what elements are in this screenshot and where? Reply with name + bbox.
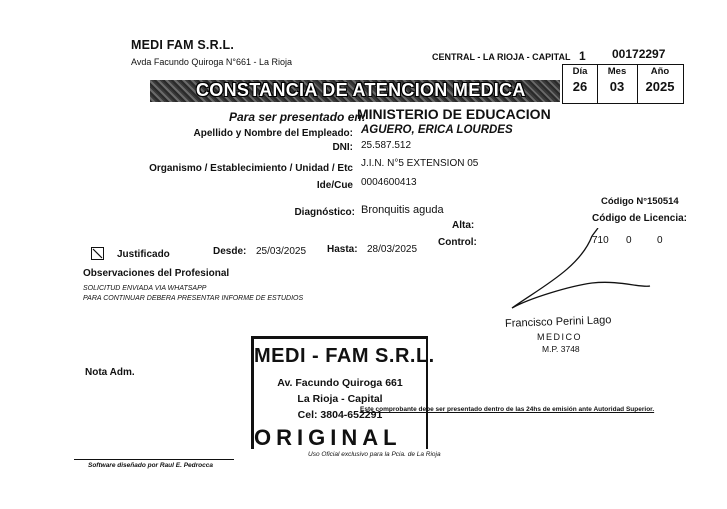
dni-label: DNI: bbox=[332, 142, 353, 153]
idecue-value: 0004600413 bbox=[361, 177, 417, 188]
idecue-label: Ide/Cue bbox=[316, 180, 353, 191]
from-date: 25/03/2025 bbox=[256, 246, 307, 257]
copy-number: 1 bbox=[579, 49, 586, 63]
day-value: 26 bbox=[572, 79, 588, 94]
presented-to-label: Para ser presentado en: bbox=[229, 110, 366, 124]
company-address: Avda Facundo Quiroga N°661 - La Rioja bbox=[131, 57, 293, 67]
doctor-license: M.P. 3748 bbox=[542, 344, 580, 354]
license-code-3: 0 bbox=[657, 235, 663, 246]
observations-label: Observaciones del Profesional bbox=[83, 268, 230, 279]
date-year-cell bbox=[637, 65, 683, 103]
control-label: Control: bbox=[438, 237, 477, 248]
stamp-city: La Rioja - Capital bbox=[297, 393, 383, 405]
software-credit: Software diseñado por Raul E. Pedrocca bbox=[88, 462, 213, 469]
footer-notice: Este comprobante debe ser presentado dentro de las 24hs de emisión ante Autoridad Superior. bbox=[360, 406, 655, 413]
justified-label: Justificado bbox=[117, 249, 170, 260]
employee-value: AGUERO, ERICA LOURDES bbox=[361, 124, 513, 136]
date-month-cell bbox=[597, 65, 638, 103]
company-stamp bbox=[251, 336, 435, 450]
license-code-1: 710 bbox=[592, 235, 609, 246]
code-number: Código N°150514 bbox=[601, 196, 679, 207]
day-label: Día bbox=[572, 66, 588, 77]
diagnosis-value: Bronquitis aguda bbox=[361, 204, 444, 216]
date-box bbox=[562, 64, 684, 104]
alta-label: Alta: bbox=[452, 220, 475, 231]
employee-label: Apellido y Nombre del Empleado: bbox=[193, 128, 353, 139]
year-label: Año bbox=[650, 66, 670, 77]
year-value: 2025 bbox=[645, 79, 675, 94]
observations-line-2: PARA CONTINUAR DEBERA PRESENTAR INFORME DE ESTUDIOS bbox=[83, 295, 304, 302]
stamp-phone: Cel: 3804-652291 bbox=[297, 409, 383, 421]
organism-value: J.I.N. N°5 EXTENSION 05 bbox=[361, 158, 479, 169]
license-code-2: 0 bbox=[626, 235, 632, 246]
doctor-name: Francisco Perini Lago bbox=[504, 314, 612, 330]
document-title: CONSTANCIA DE ATENCION MEDICA bbox=[196, 80, 526, 100]
doctor-title: MEDICO bbox=[537, 332, 582, 342]
official-use: Uso Oficial exclusivo para la Pcia. de La Rioja bbox=[308, 451, 441, 458]
month-value: 03 bbox=[609, 79, 625, 94]
check-mark-icon bbox=[92, 248, 103, 259]
month-label: Mes bbox=[607, 66, 627, 77]
presented-to-value: MINISTERIO DE EDUCACION bbox=[357, 106, 551, 122]
footer-rule bbox=[74, 459, 234, 460]
from-label: Desde: bbox=[213, 246, 247, 257]
stamp-address: Av. Facundo Quiroga 661 bbox=[277, 377, 403, 389]
admin-note-label: Nota Adm. bbox=[85, 367, 135, 378]
diagnosis-label: Diagnóstico: bbox=[294, 207, 355, 218]
license-code-label: Código de Licencia: bbox=[592, 213, 688, 224]
stamp-original: ORIGINAL bbox=[254, 425, 402, 450]
document-number: 00172297 bbox=[612, 47, 666, 61]
doctor-signature bbox=[500, 228, 690, 328]
date-day-cell bbox=[563, 65, 598, 103]
justified-checkbox[interactable] bbox=[91, 247, 104, 260]
branch-label: CENTRAL - LA RIOJA - CAPITAL bbox=[432, 52, 571, 62]
to-date: 28/03/2025 bbox=[367, 244, 418, 255]
dni-value: 25.587.512 bbox=[361, 140, 412, 151]
to-label: Hasta: bbox=[327, 244, 358, 255]
organism-label: Organismo / Establecimiento / Unidad / Etc bbox=[149, 163, 353, 174]
observations-line-1: SOLICITUD ENVIADA VIA WHATSAPP bbox=[83, 285, 207, 292]
stamp-company: MEDI - FAM S.R.L. bbox=[254, 345, 435, 367]
company-name: MEDI FAM S.R.L. bbox=[131, 38, 234, 52]
